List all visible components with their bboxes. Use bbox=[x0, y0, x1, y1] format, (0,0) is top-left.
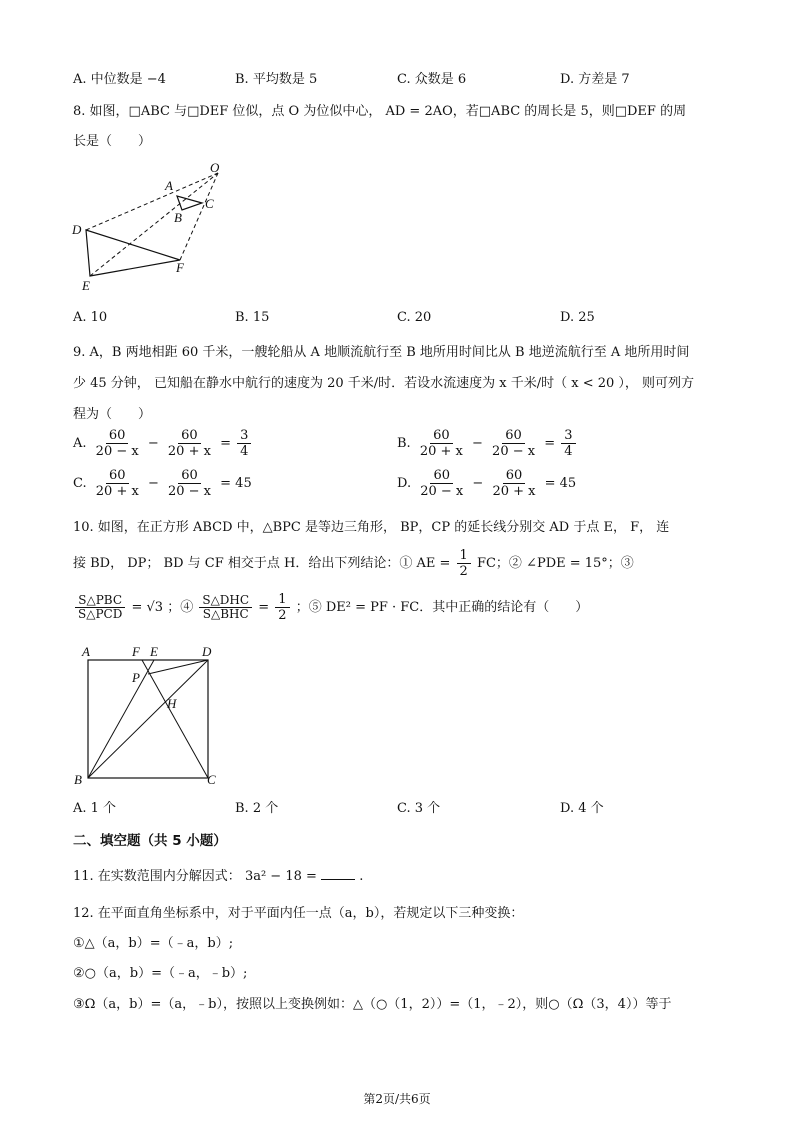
q9-stem-line3: 程为（ ） bbox=[73, 407, 152, 422]
q12-stem-line1: 12. 在平面直角坐标系中，对于平面内任一点（a，b），若规定以下三种变换： bbox=[73, 906, 524, 921]
q8-option-d: D. 25 bbox=[560, 310, 595, 325]
q7-option-d: D. 方差是 7 bbox=[560, 72, 630, 87]
q9-option-c: C. $\frac{60}{20 + x}$ − $\frac{60}{20 - x}$ = 45 bbox=[73, 468, 252, 499]
q10-option-c: C. 3 个 bbox=[397, 801, 441, 816]
q10-stem-line3: $\frac{\text{S△PBC}}{\text{S△PCD}}$ = √3 ；④ $\frac{\text{S△DHC}}{\text{S△BHC}}$ = $\frac{1}{2}$ ；⑤ DE² = PF · FC．其中正确的结论有（ ） bbox=[73, 592, 588, 623]
label-a: A bbox=[82, 644, 90, 659]
label-f: F bbox=[176, 260, 184, 275]
q9-stem-line2: 少 45 分钟， 已知船在静水中航行的速度为 20 千米/时．若设水流速度为 x 千米/时（ x < 20 ）， 则可列方 bbox=[73, 376, 695, 391]
q9-option-d: D. $\frac{60}{20 - x}$ − $\frac{60}{20 + x}$ = 45 bbox=[397, 468, 577, 499]
line-pd bbox=[148, 660, 208, 674]
line-eo bbox=[90, 173, 218, 276]
q8-option-a: A. 10 bbox=[73, 310, 108, 325]
q12-stem-line4: ③Ω（a，b）=（a，﹣b），按照以上变换例如：△（○（1，2））=（1，﹣2），则○（Ω（3，4））等于 bbox=[73, 997, 672, 1012]
q10-figure bbox=[70, 642, 230, 792]
triangle-abc bbox=[177, 196, 202, 210]
answer-blank bbox=[321, 867, 355, 880]
line-cf bbox=[142, 660, 208, 778]
q8-stem-line2: 长是（ ） bbox=[73, 134, 152, 149]
fraction: $\frac{60}{20 - x}$ bbox=[492, 428, 536, 459]
q8-stem-line1: 8. 如图，□ABC 与□DEF 位似，点 O 为位似中心， AD = 2AO，若□ABC 的周长是 5，则□DEF 的周 bbox=[73, 104, 687, 119]
q7-option-c: C. 众数是 6 bbox=[397, 72, 467, 87]
label-e: E bbox=[150, 644, 158, 659]
label-c: C bbox=[207, 772, 216, 787]
label-b: B bbox=[174, 210, 182, 225]
fraction: $\frac{3}{4}$ bbox=[561, 428, 575, 459]
q11-stem: 11. 在实数范围内分解因式： 3a² − 18 = . bbox=[73, 869, 364, 884]
q8-option-b: B. 15 bbox=[235, 310, 270, 325]
fraction: $\frac{60}{20 - x}$ bbox=[167, 468, 212, 499]
triangle-def bbox=[86, 230, 180, 276]
q9-option-b: B. $\frac{60}{20 + x}$ − $\frac{60}{20 - x}$ = $\frac{3}{4}$ bbox=[397, 428, 578, 459]
fraction: $\frac{60}{20 - x}$ bbox=[95, 428, 139, 459]
label-b: B bbox=[74, 772, 82, 787]
label-o: O bbox=[210, 160, 220, 175]
label-c: C bbox=[205, 196, 214, 211]
q12-stem-line3: ②○（a，b）=（﹣a，﹣b）; bbox=[73, 966, 248, 981]
label-e: E bbox=[82, 278, 90, 293]
fraction-half: $\frac{1}{2}$ bbox=[457, 548, 471, 579]
q10-option-a: A. 1 个 bbox=[73, 801, 117, 816]
fraction: $\frac{60}{20 + x}$ bbox=[95, 468, 139, 499]
line-fo bbox=[180, 173, 218, 260]
label-h: H bbox=[167, 696, 177, 711]
fraction: $\frac{60}{20 + x}$ bbox=[167, 428, 211, 459]
fraction: $\frac{60}{20 + x}$ bbox=[419, 428, 463, 459]
line-be bbox=[88, 660, 154, 778]
q8-option-c: C. 20 bbox=[397, 310, 432, 325]
q10-stem-line1: 10. 如图，在正方形 ABCD 中，△BPC 是等边三角形， BP，CP 的延长线分别交 AD 于点 E， F， 连 bbox=[73, 520, 670, 535]
page-number: 第2页/共6页 bbox=[363, 1092, 431, 1106]
fraction-area-ratio-3: $\frac{\text{S△PBC}}{\text{S△PCD}}$ bbox=[75, 594, 125, 621]
q7-option-b: B. 平均数是 5 bbox=[235, 72, 318, 87]
q9-option-a: A. $\frac{60}{20 - x}$ − $\frac{60}{20 + x}$ = $\frac{3}{4}$ bbox=[73, 428, 253, 459]
q12-stem-line2: ①△（a，b）=（﹣a，b）; bbox=[73, 936, 234, 951]
q10-option-b: B. 2 个 bbox=[235, 801, 279, 816]
q9-stem-line1: 9. A，B 两地相距 60 千米，一艘轮船从 A 地顺流航行至 B 地所用时间比从 B 地逆流航行至 A 地所用时间 bbox=[73, 345, 690, 360]
label-a: A bbox=[165, 178, 173, 193]
label-f: F bbox=[132, 644, 140, 659]
q7-option-a: A. 中位数是 −4 bbox=[73, 72, 166, 87]
line-bd bbox=[88, 660, 208, 778]
label-p: P bbox=[132, 670, 140, 685]
fraction-half-2: $\frac{1}{2}$ bbox=[275, 592, 289, 623]
section-heading: 二、填空题（共 5 小题） bbox=[73, 833, 227, 849]
q10-stem-line2: 接 BD， DP； BD 与 CF 相交于点 H．给出下列结论：① AE = $\frac{1}{2}$ FC；② ∠PDE = 15°；③ bbox=[73, 548, 634, 579]
fraction-area-ratio-4: $\frac{\text{S△DHC}}{\text{S△BHC}}$ bbox=[199, 594, 252, 621]
fraction: $\frac{60}{20 + x}$ bbox=[492, 468, 536, 499]
q8-figure bbox=[70, 158, 230, 293]
label-d: D bbox=[202, 644, 212, 659]
q10-option-d: D. 4 个 bbox=[560, 801, 604, 816]
label-d: D bbox=[72, 222, 82, 237]
fraction: $\frac{60}{20 - x}$ bbox=[420, 468, 464, 499]
fraction: $\frac{3}{4}$ bbox=[237, 428, 251, 459]
